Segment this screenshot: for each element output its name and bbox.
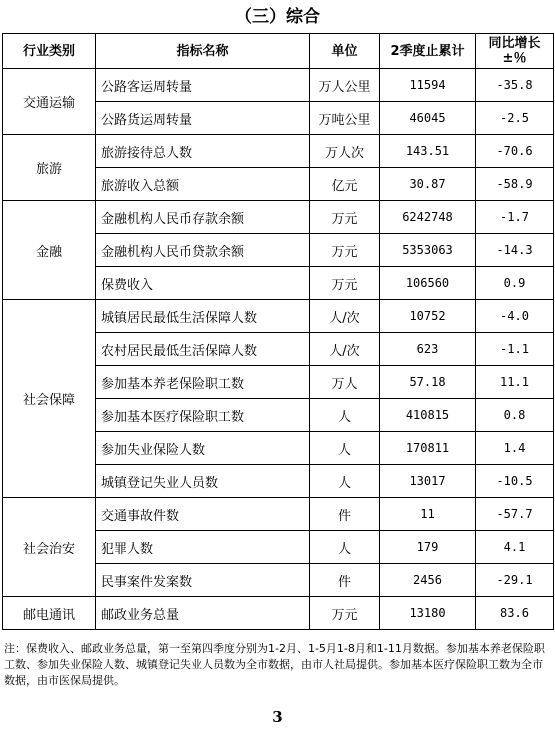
unit-cell: 万人次 xyxy=(310,135,380,168)
indicator-cell: 金融机构人民币贷款余额 xyxy=(96,234,310,267)
unit-cell: 人 xyxy=(310,399,380,432)
indicator-cell: 金融机构人民币存款余额 xyxy=(96,201,310,234)
cumulative-value-cell: 143.51 xyxy=(380,135,476,168)
unit-cell: 件 xyxy=(310,564,380,597)
cumulative-value-cell: 11 xyxy=(380,498,476,531)
cumulative-value-cell: 30.87 xyxy=(380,168,476,201)
cumulative-value-cell: 11594 xyxy=(380,69,476,102)
indicator-cell: 参加基本医疗保险职工数 xyxy=(96,399,310,432)
growth-value-cell: -1.7 xyxy=(476,201,554,234)
cumulative-value-cell: 179 xyxy=(380,531,476,564)
unit-cell: 人/次 xyxy=(310,333,380,366)
header-unit: 单位 xyxy=(310,34,380,69)
indicator-cell: 民事案件发案数 xyxy=(96,564,310,597)
unit-cell: 万元 xyxy=(310,597,380,630)
growth-value-cell: 0.8 xyxy=(476,399,554,432)
indicator-cell: 保费收入 xyxy=(96,267,310,300)
unit-cell: 人 xyxy=(310,465,380,498)
cumulative-value-cell: 57.18 xyxy=(380,366,476,399)
table-row xyxy=(3,135,554,168)
category-cell: 旅游 xyxy=(3,135,96,201)
cumulative-value-cell: 170811 xyxy=(380,432,476,465)
footnote: 注：保费收入、邮政业务总量，第一至第四季度分别为1-2月、1-5月1-8月和1-11月数据。参加基本养老保险职工数、参加失业保险人数、城镇登记失业人员数为全市数据，由市人社局提供。参加基本医疗保险职工数为全市数据，由市医保局提供。 xyxy=(4,642,545,687)
indicator-cell: 旅游收入总额 xyxy=(96,168,310,201)
table-row xyxy=(3,300,554,333)
header-growth-line2: ±％ xyxy=(502,51,527,66)
cumulative-value-cell: 13017 xyxy=(380,465,476,498)
growth-value-cell: -35.8 xyxy=(476,69,554,102)
cumulative-value-cell: 410815 xyxy=(380,399,476,432)
header-indicator: 指标名称 xyxy=(96,34,310,69)
table-header-row xyxy=(3,34,554,69)
category-cell: 社会保障 xyxy=(3,300,96,498)
unit-cell: 万元 xyxy=(310,234,380,267)
unit-cell: 人/次 xyxy=(310,300,380,333)
cumulative-value-cell: 10752 xyxy=(380,300,476,333)
indicator-cell: 农村居民最低生活保障人数 xyxy=(96,333,310,366)
cumulative-value-cell: 2456 xyxy=(380,564,476,597)
indicator-cell: 旅游接待总人数 xyxy=(96,135,310,168)
growth-value-cell: 11.1 xyxy=(476,366,554,399)
indicator-cell: 犯罪人数 xyxy=(96,531,310,564)
growth-value-cell: -10.5 xyxy=(476,465,554,498)
growth-value-cell: -29.1 xyxy=(476,564,554,597)
indicator-cell: 公路货运周转量 xyxy=(96,102,310,135)
category-cell: 社会治安 xyxy=(3,498,96,597)
header-growth xyxy=(476,34,554,69)
cumulative-value-cell: 5353063 xyxy=(380,234,476,267)
indicator-cell: 参加基本养老保险职工数 xyxy=(96,366,310,399)
category-cell: 邮电通讯 xyxy=(3,597,96,630)
section-title: （三）综合 xyxy=(235,7,320,27)
table-row xyxy=(3,69,554,102)
category-cell: 交通运输 xyxy=(3,69,96,135)
cumulative-value-cell: 13180 xyxy=(380,597,476,630)
cumulative-value-cell: 6242748 xyxy=(380,201,476,234)
indicator-cell: 参加失业保险人数 xyxy=(96,432,310,465)
indicator-cell: 邮政业务总量 xyxy=(96,597,310,630)
unit-cell: 万元 xyxy=(310,201,380,234)
growth-value-cell: -57.7 xyxy=(476,498,554,531)
growth-value-cell: -1.1 xyxy=(476,333,554,366)
growth-value-cell: -2.5 xyxy=(476,102,554,135)
category-cell: 金融 xyxy=(3,201,96,300)
unit-cell: 万人公里 xyxy=(310,69,380,102)
unit-cell: 人 xyxy=(310,432,380,465)
growth-value-cell: -4.0 xyxy=(476,300,554,333)
cumulative-value-cell: 623 xyxy=(380,333,476,366)
unit-cell: 万人 xyxy=(310,366,380,399)
indicator-cell: 城镇登记失业人员数 xyxy=(96,465,310,498)
table-row xyxy=(3,498,554,531)
unit-cell: 亿元 xyxy=(310,168,380,201)
indicator-cell: 城镇居民最低生活保障人数 xyxy=(96,300,310,333)
indicator-cell: 公路客运周转量 xyxy=(96,69,310,102)
header-category: 行业类别 xyxy=(3,34,96,69)
table-row xyxy=(3,201,554,234)
unit-cell: 人 xyxy=(310,531,380,564)
growth-value-cell: 0.9 xyxy=(476,267,554,300)
unit-cell: 件 xyxy=(310,498,380,531)
page-number: 3 xyxy=(272,708,283,726)
table-body xyxy=(3,69,554,630)
growth-value-cell: 83.6 xyxy=(476,597,554,630)
unit-cell: 万元 xyxy=(310,267,380,300)
growth-value-cell: -58.9 xyxy=(476,168,554,201)
header-cumulative: 2季度止累计 xyxy=(380,34,476,69)
header-growth-line1: 同比增长 xyxy=(488,36,541,51)
indicator-cell: 交通事故件数 xyxy=(96,498,310,531)
unit-cell: 万吨公里 xyxy=(310,102,380,135)
growth-value-cell: -70.6 xyxy=(476,135,554,168)
table-row xyxy=(3,597,554,630)
growth-value-cell: 4.1 xyxy=(476,531,554,564)
statistics-table xyxy=(2,33,554,630)
cumulative-value-cell: 46045 xyxy=(380,102,476,135)
growth-value-cell: -14.3 xyxy=(476,234,554,267)
growth-value-cell: 1.4 xyxy=(476,432,554,465)
cumulative-value-cell: 106560 xyxy=(380,267,476,300)
